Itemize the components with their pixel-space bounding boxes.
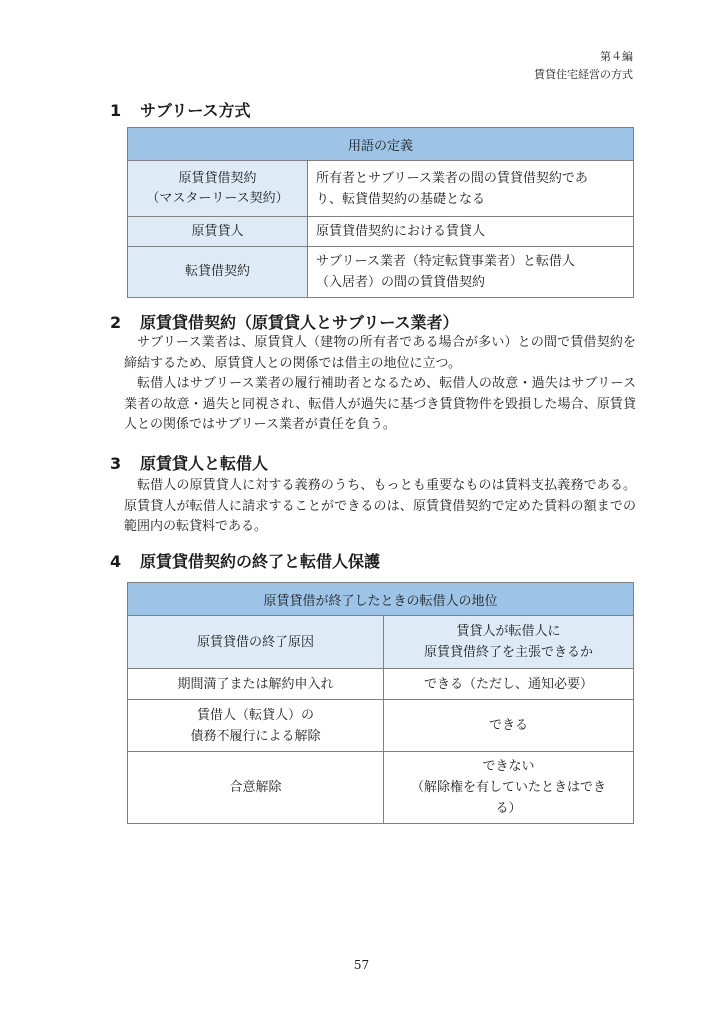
definitions-table xyxy=(127,127,634,298)
desc-line: 所有者とサブリース業者の間の賃貸借契約であ xyxy=(316,170,588,186)
result-line: できない xyxy=(482,759,535,774)
section-title: 原賃貸人と転借人 xyxy=(140,454,269,473)
section-number: 2 xyxy=(110,313,122,332)
definition-term: 転貸借契約 xyxy=(128,247,308,298)
cause-cell: 期間満了または解約申入れ xyxy=(128,669,384,700)
cause-cell xyxy=(128,700,384,752)
definition-desc xyxy=(308,247,634,298)
section3-body xyxy=(124,476,636,538)
table-row xyxy=(128,669,634,700)
status-table-title: 原賃貸借が終了したときの転借人の地位 xyxy=(128,583,634,616)
table-row xyxy=(128,247,634,298)
definitions-title: 用語の定義 xyxy=(128,128,634,161)
result-cell: できる xyxy=(384,700,634,752)
section-title: サブリース方式 xyxy=(140,101,251,120)
section-title: 原賃貸借契約（原賃貸人とサブリース業者） xyxy=(140,313,459,332)
column-header: 原賃貸借の終了原因 xyxy=(128,616,384,669)
result-cell xyxy=(384,752,634,824)
paragraph: 転借人の原賃貸人に対する義務のうち、もっとも重要なものは賃料支払義務である。原賃貸人が転借人に請求することができるのは、原賃貸借契約で定めた賃料の額までの範囲内の転貸料である。 xyxy=(124,478,636,534)
desc-line: サブリース業者（特定転貸事業者）と転借人 xyxy=(316,254,575,269)
header-part: 第４編 xyxy=(600,50,633,63)
definition-term: 原賃貸人 xyxy=(128,217,308,247)
column-header xyxy=(384,616,634,669)
result-line: る） xyxy=(495,801,522,816)
paragraph: サブリース業者は、原賃貸人（建物の所有者である場合が多い）との間で賃借契約を締結するため、原賃貸人との関係では借主の地位に立つ。 xyxy=(124,335,636,371)
page-number: 57 xyxy=(353,958,370,972)
header-line: 原賃貸借終了を主張できるか xyxy=(423,645,593,660)
term-line: （マスターリース契約） xyxy=(146,190,289,206)
definition-desc xyxy=(308,161,634,217)
section-heading-4 xyxy=(110,549,380,572)
cause-line: 債務不履行による解除 xyxy=(190,728,321,744)
paragraph: 転借人はサブリース業者の履行補助者となるため、転借人の故意・過失はサブリース業者の故意・過失と同視され、転借人が過失に基づき賃貸物件を毀損した場合、原賃貸人との関係ではサブリース業者が責任を負う。 xyxy=(124,376,636,432)
section-number: 1 xyxy=(110,101,122,120)
table-row xyxy=(128,217,634,247)
result-cell: できる（ただし、通知必要） xyxy=(384,669,634,700)
section-heading-3 xyxy=(110,451,268,474)
section-number: 3 xyxy=(110,454,122,473)
cause-cell: 合意解除 xyxy=(128,752,384,824)
header-chapter: 賃貸住宅経営の方式 xyxy=(534,68,633,81)
section-number: 4 xyxy=(110,552,122,571)
table-row xyxy=(128,700,634,752)
sublease-status-table xyxy=(127,582,634,824)
section-title: 原賃貸借契約の終了と転借人保護 xyxy=(140,552,381,571)
section-heading-2 xyxy=(110,310,459,333)
table-row xyxy=(128,161,634,217)
section-heading-1 xyxy=(110,98,251,121)
header-line: 賃貸人が転借人に xyxy=(456,624,561,639)
term-line: 原賃貸借契約 xyxy=(178,170,257,186)
table-row xyxy=(128,752,634,824)
section2-body xyxy=(124,333,636,436)
definition-term xyxy=(128,161,308,217)
table-header-row xyxy=(128,616,634,669)
definition-desc: 原賃貸借契約における賃貸人 xyxy=(308,217,634,247)
result-line: （解除権を有していたときはでき xyxy=(410,780,606,795)
cause-line: 賃借人（転貸人）の xyxy=(196,707,314,723)
desc-line: （入居者）の間の賃貸借契約 xyxy=(316,275,486,290)
desc-line: り、転貸借契約の基礎となる xyxy=(316,191,486,207)
